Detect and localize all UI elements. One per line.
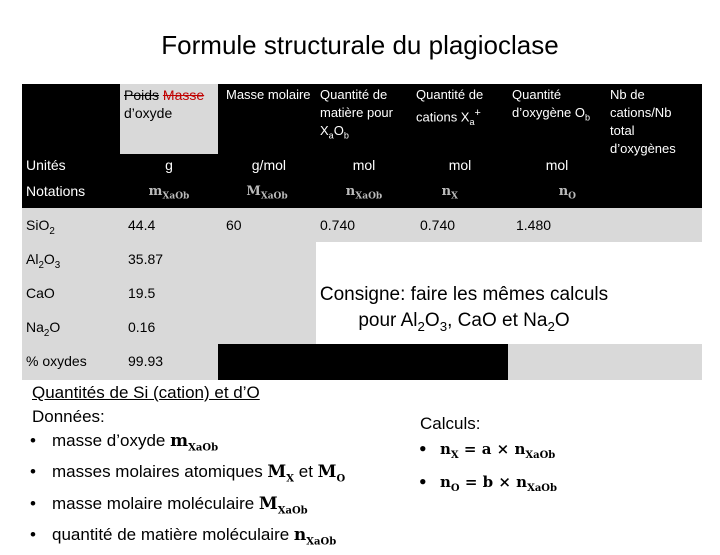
row-sio2-ratio (606, 208, 702, 242)
header-oxygen-quantity (508, 84, 606, 154)
row-cao-mass: 19.5 (120, 276, 218, 310)
formula-lhs-sub: X (450, 450, 459, 461)
item-and: et (294, 462, 318, 482)
units-qty: mol (316, 154, 412, 178)
units-mass: g (120, 154, 218, 178)
donnees-list (26, 429, 392, 555)
units-label (22, 154, 120, 178)
oxide-al-sub2: 3 (54, 259, 61, 271)
header-cat-text: Quantité de cations X (416, 87, 484, 125)
row-total-oxide: % oxydes (22, 344, 120, 380)
item-symbol-sub: XaOb (306, 536, 337, 548)
notation-cat (412, 178, 508, 208)
notation-qty (316, 178, 412, 208)
section-calculs (420, 412, 700, 502)
item-symbol: m (170, 431, 189, 451)
notation-n-sub: XaOb (355, 191, 383, 202)
formula-lhs-sub: O (450, 483, 460, 494)
oxide-sio-sub: 2 (49, 225, 55, 237)
oxide-na-o: O (49, 319, 61, 335)
formula-item (414, 436, 700, 469)
consigne-part-a: pour Al (358, 310, 418, 331)
units-oxy: mol (508, 154, 606, 178)
oxide-al-text: Al (26, 251, 39, 267)
row-total-qty (316, 344, 412, 380)
notation-molar (218, 178, 316, 208)
item-symbol: n (293, 525, 307, 546)
row-na2o-oxide (22, 310, 120, 344)
strikethrough-word: Poids (124, 87, 160, 103)
header-oxide-label: d’oxyde (124, 105, 173, 121)
notation-no: n (558, 184, 569, 199)
header-cat-sup: + (474, 107, 481, 119)
header-molar-mass: Masse molaire (218, 84, 316, 154)
row-sio2-oxide (22, 208, 120, 242)
header-quantity-matter (316, 84, 412, 154)
calculs-list (414, 436, 700, 502)
item-text: masses molaires atomiques (52, 462, 268, 482)
row-al2o3-mass: 35.87 (120, 242, 218, 276)
consigne-part-b: O (424, 310, 440, 331)
row-total-mass: 99.93 (120, 344, 218, 380)
header-cat-sub: a (469, 116, 475, 127)
header-ratio: Nb de cations/Nb total d’oxygènes (606, 84, 702, 208)
item-symbol: M (258, 493, 278, 514)
header-oxy-sub: b (585, 112, 591, 123)
item-text: masse molaire moléculaire (52, 493, 259, 513)
formula-coef: b (482, 473, 494, 491)
notation-no-sub: O (568, 191, 576, 202)
header-cation-quantity (412, 84, 508, 154)
notation-M: M (246, 184, 261, 199)
oxide-na-text: Na (26, 319, 44, 335)
list-item (26, 429, 392, 460)
oxide-na-sub: 2 (43, 327, 50, 339)
row-na2o-mass: 0.16 (120, 310, 218, 344)
consigne-sub3: 2 (547, 318, 555, 334)
list-item (26, 460, 392, 491)
consigne-line1: Consigne: faire les mêmes calculs (319, 284, 609, 305)
item-text: quantité de matière moléculaire (52, 525, 294, 545)
header-qty-text: Quantité de matière pour X (320, 87, 393, 138)
notation-oxy (508, 178, 606, 208)
row-sio2-qty: 0.740 (316, 208, 412, 242)
row-cao-oxide: CaO (22, 276, 120, 310)
units-cat: mol (412, 154, 508, 178)
item-symbol2-sub: O (336, 473, 346, 485)
formula-eq: = (458, 440, 482, 458)
formula-times: × (493, 473, 517, 491)
oxide-al-o: O (43, 251, 55, 267)
page-title: Formule structurale du plagioclase (161, 30, 559, 60)
item-symbol: M (267, 462, 287, 483)
oxide-al-sub: 2 (38, 259, 44, 271)
notation-mass (120, 178, 218, 208)
formula-item (414, 469, 700, 502)
row-total-ratio (606, 344, 702, 380)
notation-M-sub: XaOb (260, 191, 288, 202)
row-total-oxy (508, 344, 606, 380)
formula-lhs: n (440, 440, 451, 458)
row-sio2-molar: 60 (218, 208, 316, 242)
section-data (32, 381, 392, 555)
formula-rhs-sub: XaOb (527, 483, 558, 494)
consigne-sub2: 3 (439, 318, 448, 334)
section-heading: Quantités de Si (cation) et d’O (32, 383, 260, 402)
row-sio2-cat: 0.740 (412, 208, 508, 242)
row-total-cat (412, 344, 508, 380)
formula-times: × (491, 440, 515, 458)
header-blank-cell (22, 84, 120, 154)
donnees-label: Données: (32, 407, 105, 426)
list-item (26, 523, 392, 554)
item-symbol-sub: XaOb (277, 505, 308, 517)
notation-nx-sub: X (451, 191, 458, 202)
row-sio2-mass: 44.4 (120, 208, 218, 242)
oxide-sio-text: SiO (26, 217, 50, 233)
header-oxide-mass (120, 84, 218, 154)
red-strikethrough-word: Masse (162, 87, 205, 103)
header-oxy-text: Quantité d’oxygène O (512, 87, 585, 120)
item-text: masse d’oxyde (52, 431, 171, 450)
item-symbol2: M (317, 462, 337, 483)
consigne-part-d: O (554, 310, 570, 331)
row-total-molar (218, 344, 316, 380)
calculs-label: Calculs: (420, 414, 481, 433)
row-al2o3-oxide (22, 242, 120, 276)
header-qty-sub-b: b (343, 130, 349, 141)
notation-nx: n (441, 184, 452, 199)
formula-lhs: n (440, 473, 451, 491)
notation-m: m (148, 184, 163, 199)
notations-label-text: Notations (26, 183, 86, 199)
notations-label (22, 178, 120, 208)
formula-rhs-sub: XaOb (525, 450, 556, 461)
formula-coef: a (481, 440, 492, 458)
formula-rhs: n (516, 473, 528, 491)
consigne-part-c: , CaO et Na (447, 310, 548, 331)
notation-n: n (345, 184, 356, 199)
item-symbol-sub: XaOb (188, 442, 219, 454)
consigne-sub1: 2 (417, 318, 425, 334)
formula-eq: = (459, 473, 483, 491)
notation-m-sub: XaOb (162, 191, 190, 202)
list-item (26, 492, 392, 523)
item-symbol-sub: X (286, 473, 295, 485)
units-label-text: Unités (26, 157, 66, 173)
header-qty-sub-a: a (328, 130, 334, 141)
row-sio2-oxy: 1.480 (508, 208, 606, 242)
header-qty-o: O (333, 123, 344, 138)
units-molar: g/mol (218, 154, 316, 178)
consigne-line2 (230, 308, 698, 340)
row-al2o3-molar (218, 242, 316, 276)
formula-rhs: n (514, 440, 526, 458)
consigne-instruction (230, 282, 698, 340)
